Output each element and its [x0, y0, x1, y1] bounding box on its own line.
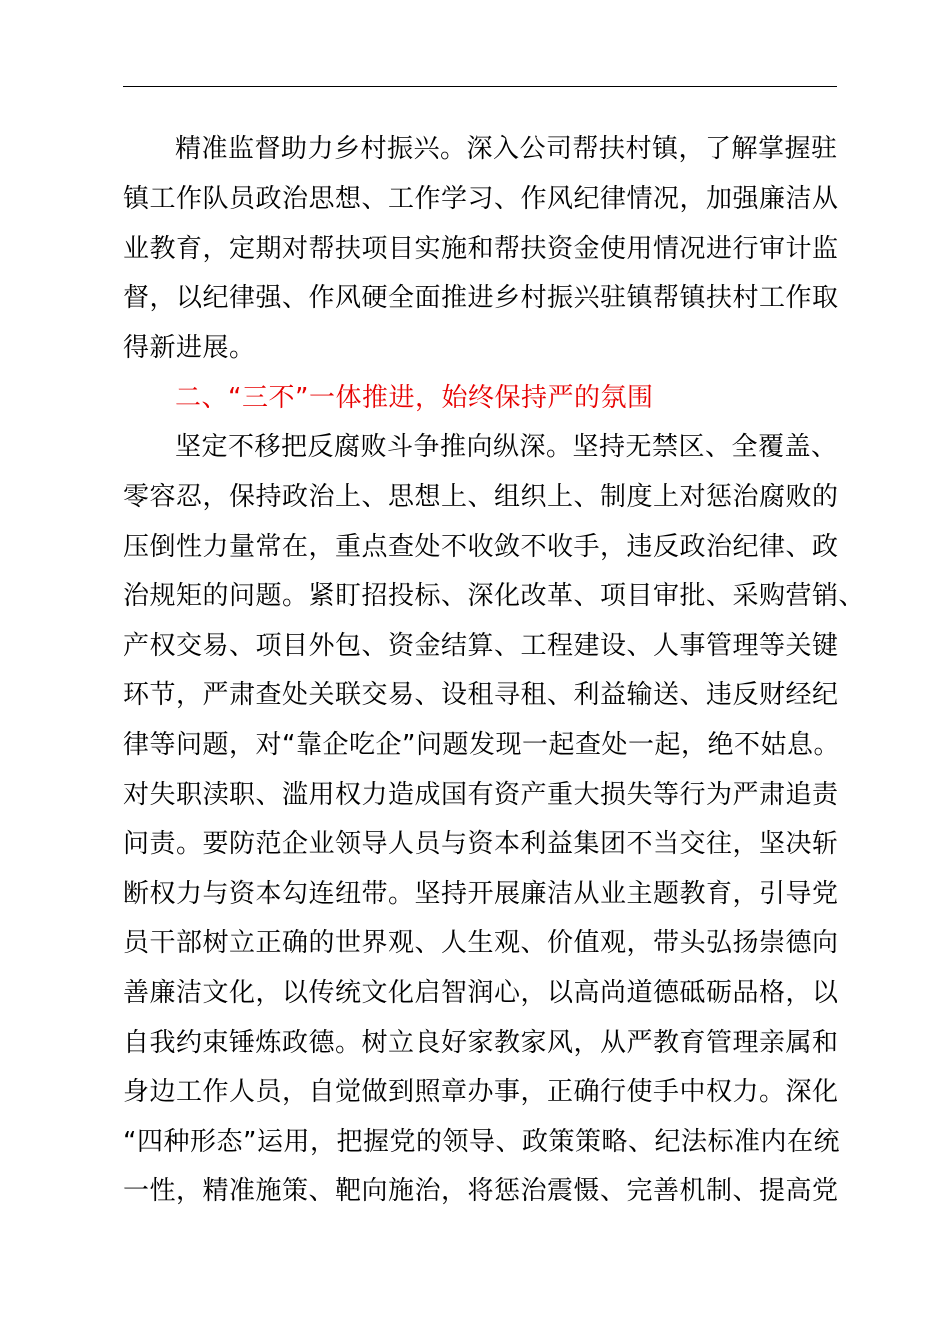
text-line: 问责。要防范企业领导人员与资本利益集团不当交往，坚决斩 — [123, 829, 839, 859]
text-line: 督，以纪律强、作风硬全面推进乡村振兴驻镇帮镇扶村工作取 — [123, 283, 839, 313]
text-line: 善廉洁文化，以传统文化启智润心，以高尚道德砥砺品格，以 — [123, 978, 839, 1008]
text-line: 治规矩的问题。紧盯招投标、深化改革、项目审批、采购营销、 — [123, 581, 866, 611]
text-line: 身边工作人员，自觉做到照章办事，正确行使手中权力。深化 — [123, 1077, 839, 1107]
text-line: 员干部树立正确的世界观、人生观、价值观，带头弘扬崇德向 — [123, 928, 839, 958]
text-line: 环节，严肃查处关联交易、设租寻租、利益输送、违反财经纪 — [123, 680, 839, 710]
text-line: 压倒性力量常在，重点查处不收敛不收手，违反政治纪律、政 — [123, 532, 839, 562]
text-line: 镇工作队员政治思想、工作学习、作风纪律情况，加强廉洁从 — [123, 184, 839, 214]
text-line: 律等问题，对“靠企吃企”问题发现一起查处一起，绝不姑息。 — [123, 730, 840, 760]
text-line: “四种形态”运用，把握党的领导、政策策略、纪法标准内在统 — [123, 1127, 840, 1157]
text-line: 精准监督助力乡村振兴。深入公司帮扶村镇，了解掌握驻 — [175, 134, 838, 164]
text-line: 坚定不移把反腐败斗争推向纵深。坚持无禁区、全覆盖、 — [175, 432, 838, 462]
section-heading: 二、“三不”一体推进，始终保持严的氛围 — [175, 383, 654, 413]
header-rule — [123, 86, 837, 87]
text-line: 自我约束锤炼政德。树立良好家教家风，从严教育管理亲属和 — [123, 1028, 839, 1058]
text-line: 业教育，定期对帮扶项目实施和帮扶资金使用情况进行审计监 — [123, 234, 839, 264]
text-line: 对失职渎职、滥用权力造成国有资产重大损失等行为严肃追责 — [123, 780, 839, 810]
text-line: 产权交易、项目外包、资金结算、工程建设、人事管理等关键 — [123, 631, 839, 661]
text-line: 零容忍，保持政治上、思想上、组织上、制度上对惩治腐败的 — [123, 482, 839, 512]
text-line: 断权力与资本勾连纽带。坚持开展廉洁从业主题教育，引导党 — [123, 879, 839, 909]
text-line: 得新进展。 — [123, 333, 256, 363]
text-line: 一性，精准施策、靶向施治，将惩治震慑、完善机制、提高党 — [123, 1176, 839, 1206]
